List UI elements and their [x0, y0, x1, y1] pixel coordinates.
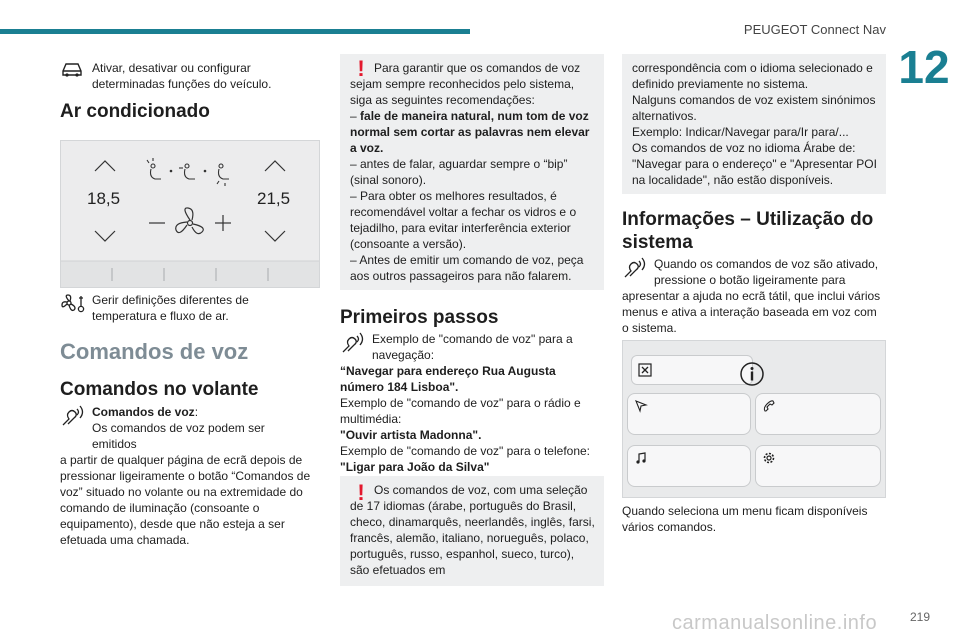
voice-menu-screen [622, 340, 886, 498]
voice-command-icon [60, 404, 92, 436]
warning-box-1 [340, 54, 604, 290]
right-temperature[interactable]: 21,5 [257, 189, 291, 208]
info-text-1: Quando os comandos de voz são ativado, pressione o botão ligeiramente para [654, 257, 879, 287]
warning1-item4: – Antes de emitir um comando de voz, peça aos outros passageiros para não falarem. [350, 253, 584, 283]
menu-text: Quando seleciona um menu ficam disponíveis vários comandos. [622, 504, 868, 534]
music-menu-button[interactable] [627, 445, 751, 487]
ac-heading: Ar condicionado [60, 101, 210, 122]
info-heading: Informações – Utilização do sistema [622, 209, 874, 253]
warning-icon: ! [357, 480, 365, 505]
example3-intro: Exemplo de "comando de voz" para o telefone: [340, 444, 591, 458]
wheel-text-1: Os comandos de voz podem ser emitidos [92, 421, 265, 451]
car-settings-icon [60, 60, 92, 86]
music-icon [634, 451, 648, 465]
example1-intro: Exemplo de "comando de voz" para a navegação: [372, 332, 573, 362]
note-text: correspondência com o idioma selecionado e definido previamente no sistema. Nalguns comandos de voz existem sinónimos alternativos. Exemplo: Indicar/Navegar para/Ir para/... Os comandos de voz no idioma Árabe de: "Navegar para o endereço" e "Apresentar POI na localidade", não estão disponíveis. [632, 61, 877, 187]
example3-command: "Ligar para João da Silva" [340, 460, 490, 474]
wheel-block [60, 404, 312, 548]
warning1-item2: – antes de falar, aguardar sempre o “bip” (sinal sonoro). [350, 157, 568, 187]
left-temperature[interactable]: 18,5 [87, 189, 121, 208]
page-number: 219 [909, 610, 930, 624]
first-steps-heading: Primeiros passos [340, 307, 499, 328]
close-icon [638, 363, 652, 377]
wheel-heading: Comandos no volante [60, 379, 259, 400]
info-block [622, 256, 886, 336]
header-title: PEUGEOT Connect Nav [743, 22, 886, 37]
info-icon[interactable] [739, 361, 765, 387]
phone-icon [762, 399, 776, 413]
warning-icon: ! [357, 56, 365, 81]
warning1-item1-dash: – [350, 109, 357, 123]
climate-panel [60, 140, 320, 288]
climate-note-block [60, 292, 310, 324]
header-bar [0, 29, 470, 34]
example1-command: “Navegar para endereço Rua Augusta número 184 Lisboa". [340, 364, 556, 394]
watermark: carmanualsonline.info [672, 612, 878, 634]
warning1-item3: – Para obter os melhores resultados, é recomendável voltar a fechar os vidros e o tejadilho, para evitar interferência exterior (consoante a versão). [350, 189, 577, 251]
warning1-item1: fale de maneira natural, num tom de voz normal sem cortar as palavras nem elevar a voz. [350, 109, 590, 155]
warning1-lead: Para garantir que os comandos de voz sejam sempre reconhecidos pelo sistema, siga as seguintes recomendações: [350, 61, 581, 107]
info-text-2: apresentar a ajuda no ecrã tátil, que inclui vários menus e ativa a interação baseada em voz com o sistema. [622, 289, 881, 335]
gear-icon [762, 451, 776, 465]
close-voice-button[interactable] [631, 355, 753, 385]
voice-heading: Comandos de voz [60, 339, 249, 364]
warning-box-2 [340, 476, 604, 586]
intro-block [60, 60, 310, 92]
example2-command: "Ouvir artista Madonna". [340, 428, 482, 442]
settings-menu-button[interactable] [755, 445, 881, 487]
navigation-icon [634, 399, 648, 413]
note-box [622, 54, 886, 194]
navigation-menu-button[interactable] [627, 393, 751, 435]
voice-command-icon [622, 256, 654, 288]
climate-note: Gerir definições diferentes de temperatura e fluxo de ar. [92, 293, 249, 323]
climate-panel-graphics [61, 141, 319, 287]
warning2-text: Os comandos de voz, com uma seleção de 17 idiomas (árabe, português do Brasil, checo, dinamarquês, neerlandês, inglês, farsi, francês, alemão, italiano, norueguês, polaco, português, russo, espanhol, sueco, turco), são efetuados em [350, 483, 595, 577]
chapter-number: 12 [898, 41, 950, 93]
wheel-colon: : [194, 405, 199, 419]
voice-command-icon [340, 331, 372, 363]
example2-intro: Exemplo de "comando de voz" para o rádio e multimédia: [340, 396, 581, 426]
wheel-label: Comandos de voz [92, 405, 195, 419]
wheel-text-2: a partir de qualquer página de ecrã depois de pressionar ligeiramente o botão “Comandos de voz” situado no volante ou na extremidade do comando de iluminação (consoante o equipamento), desde que não esteja a ser efetuada uma chamada. [60, 453, 311, 547]
phone-menu-button[interactable] [755, 393, 881, 435]
climate-settings-icon [60, 292, 92, 318]
intro-text: Ativar, desativar ou configurar determinadas funções do veículo. [92, 61, 272, 91]
examples-block [340, 331, 600, 475]
